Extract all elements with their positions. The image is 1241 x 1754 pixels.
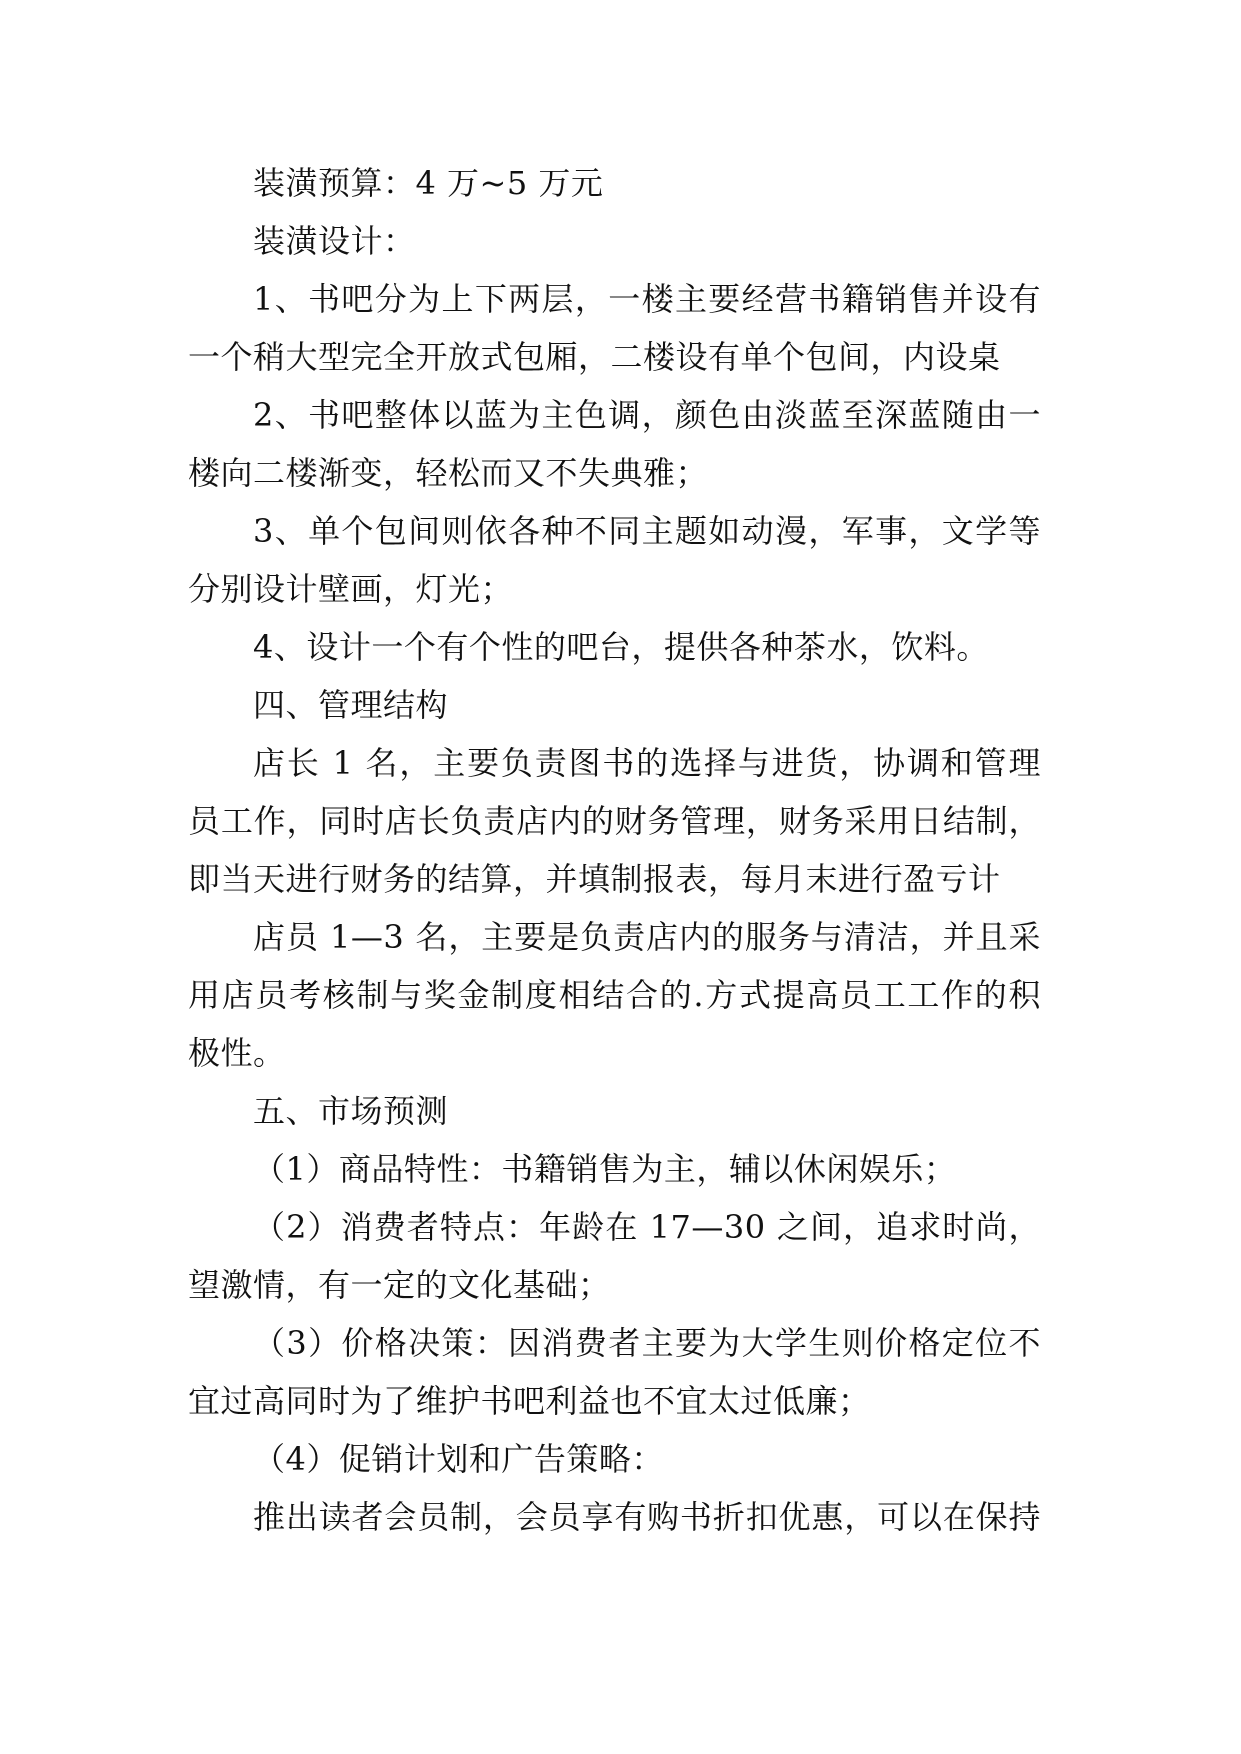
text-line: 即当天进行财务的结算，并填制报表，每月末进行盈亏计 (188, 860, 1001, 898)
text-line: （4）促销计划和广告策略： (253, 1440, 664, 1478)
paragraph (188, 1082, 1041, 1140)
text-line: 店长 1 名，主要负责图书的选择与进货，协调和管理 (253, 744, 1041, 782)
document-body (188, 154, 1041, 1546)
text-line: 2、书吧整体以蓝为主色调，颜色由淡蓝至深蓝随由一 (253, 396, 1041, 434)
paragraph (188, 1314, 1041, 1430)
text-line: （1）商品特性：书籍销售为主，辅以休闲娱乐； (253, 1150, 957, 1188)
paragraph (188, 734, 1041, 908)
paragraph (188, 154, 1041, 212)
text-line: （2）消费者特点：年龄在 17—30 之间，追求时尚， (253, 1208, 1041, 1246)
text-line: 极性。 (188, 1034, 286, 1072)
text-line: 宜过高同时为了维护书吧利益也不宜太过低廉； (188, 1382, 871, 1420)
text-line: 用店员考核制与奖金制度相结合的.方式提高员工工作的积 (188, 976, 1041, 1014)
paragraph (188, 1430, 1041, 1488)
text-line: 一个稍大型完全开放式包厢，二楼设有单个包间，内设桌 (188, 338, 1001, 376)
paragraph (188, 676, 1041, 734)
text-line: 3、单个包间则依各种不同主题如动漫，军事，文学等 (253, 512, 1041, 550)
paragraph (188, 1140, 1041, 1198)
text-line: 四、管理结构 (253, 686, 449, 724)
text-line: 装潢预算：4 万~5 万元 (253, 164, 604, 202)
text-line: 望激情，有一定的文化基础； (188, 1266, 611, 1304)
paragraph (188, 386, 1041, 502)
text-line: 4、设计一个有个性的吧台，提供各种茶水，饮料。 (253, 628, 989, 666)
paragraph (188, 908, 1041, 1082)
text-line: 1、书吧分为上下两层，一楼主要经营书籍销售并设有 (253, 280, 1041, 318)
text-line: （3）价格决策：因消费者主要为大学生则价格定位不 (253, 1324, 1041, 1362)
text-line: 推出读者会员制，会员享有购书折扣优惠，可以在保持 (253, 1498, 1041, 1536)
paragraph (188, 618, 1041, 676)
text-line: 店员 1—3 名，主要是负责店内的服务与清洁，并且采 (253, 918, 1041, 956)
text-line: 楼向二楼渐变，轻松而又不失典雅； (188, 454, 709, 492)
paragraph (188, 502, 1041, 618)
text-line: 分别设计壁画，灯光； (188, 570, 514, 608)
paragraph (188, 1488, 1041, 1546)
paragraph (188, 212, 1041, 270)
text-line: 装潢设计： (253, 222, 416, 260)
text-line: 五、市场预测 (253, 1092, 449, 1130)
text-line: 员工作，同时店长负责店内的财务管理，财务采用日结制， (188, 802, 1041, 840)
paragraph (188, 1198, 1041, 1314)
paragraph (188, 270, 1041, 386)
